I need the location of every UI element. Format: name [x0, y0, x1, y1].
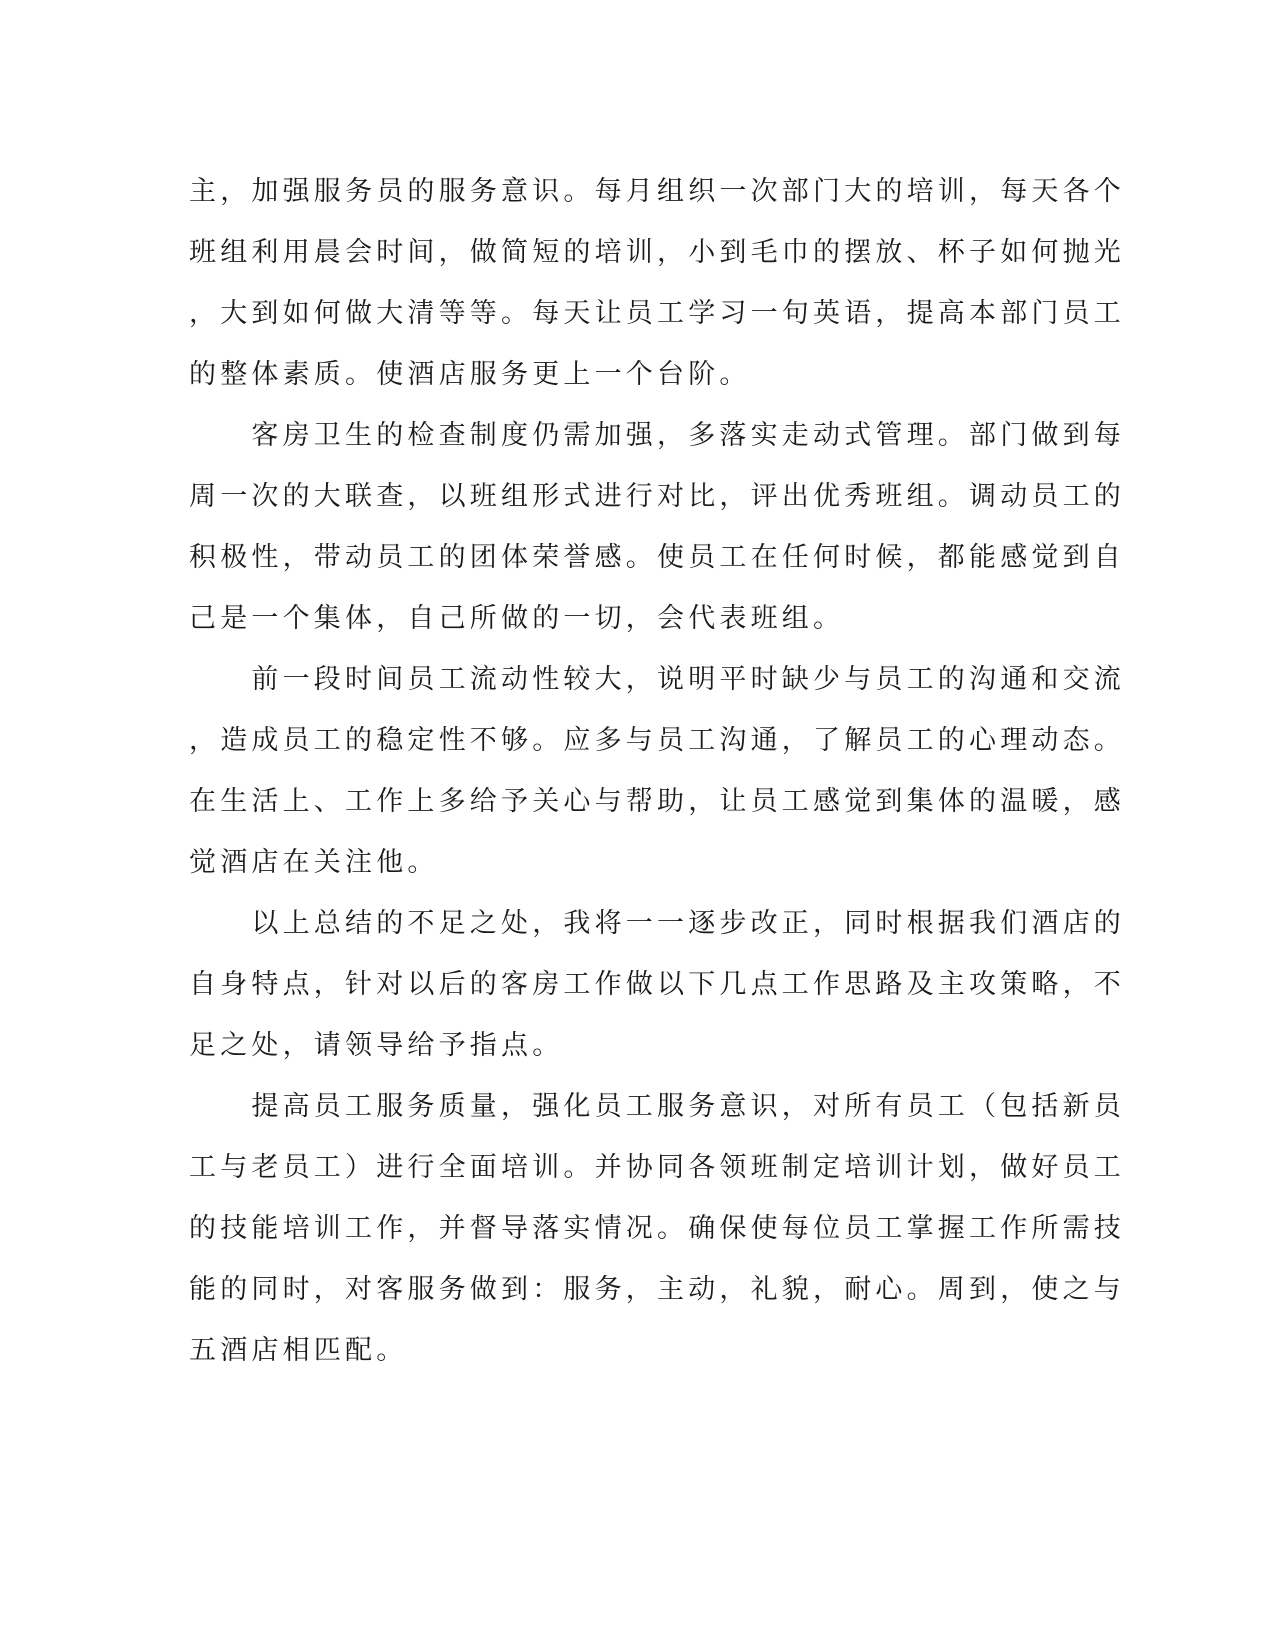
- text-line: 能的同时，对客服务做到：服务，主动，礼貌，耐心。周到，使之与: [189, 1274, 1125, 1305]
- text-line: 的整体素质。使酒店服务更上一个台阶。: [189, 359, 751, 390]
- text-line: 积极性，带动员工的团体荣誉感。使员工在任何时候，都能感觉到自: [189, 542, 1125, 573]
- text-line: 提高员工服务质量，强化员工服务意识，对所有员工（包括新员: [189, 1091, 1125, 1122]
- text-line: 觉酒店在关注他。: [189, 847, 439, 878]
- text-line: 己是一个集体，自己所做的一切，会代表班组。: [189, 603, 845, 634]
- text-line: 班组利用晨会时间，做简短的培训，小到毛巾的摆放、杯子如何抛光: [189, 237, 1125, 268]
- text-line: ，大到如何做大清等等。每天让员工学习一句英语，提高本部门员工: [189, 298, 1125, 329]
- text-line: 主，加强服务员的服务意识。每月组织一次部门大的培训，每天各个: [189, 176, 1125, 207]
- text-line: 自身特点，针对以后的客房工作做以下几点工作思路及主攻策略，不: [189, 969, 1125, 1000]
- text-line: 在生活上、工作上多给予关心与帮助，让员工感觉到集体的温暖，感: [189, 786, 1125, 817]
- text-line: 足之处，请领导给予指点。: [189, 1030, 564, 1061]
- text-line: 的技能培训工作，并督导落实情况。确保使每位员工掌握工作所需技: [189, 1213, 1125, 1244]
- text-line: 前一段时间员工流动性较大，说明平时缺少与员工的沟通和交流: [189, 664, 1125, 695]
- text-line: 五酒店相匹配。: [189, 1335, 408, 1366]
- text-line: 周一次的大联查，以班组形式进行对比，评出优秀班组。调动员工的: [189, 481, 1125, 512]
- text-line: 工与老员工）进行全面培训。并协同各领班制定培训计划，做好员工: [189, 1152, 1125, 1183]
- text-line: 客房卫生的检查制度仍需加强，多落实走动式管理。部门做到每: [189, 420, 1125, 451]
- document-body: [189, 161, 1125, 1381]
- text-line: ，造成员工的稳定性不够。应多与员工沟通，了解员工的心理动态。: [189, 725, 1125, 756]
- text-line: 以上总结的不足之处，我将一一逐步改正，同时根据我们酒店的: [189, 908, 1125, 939]
